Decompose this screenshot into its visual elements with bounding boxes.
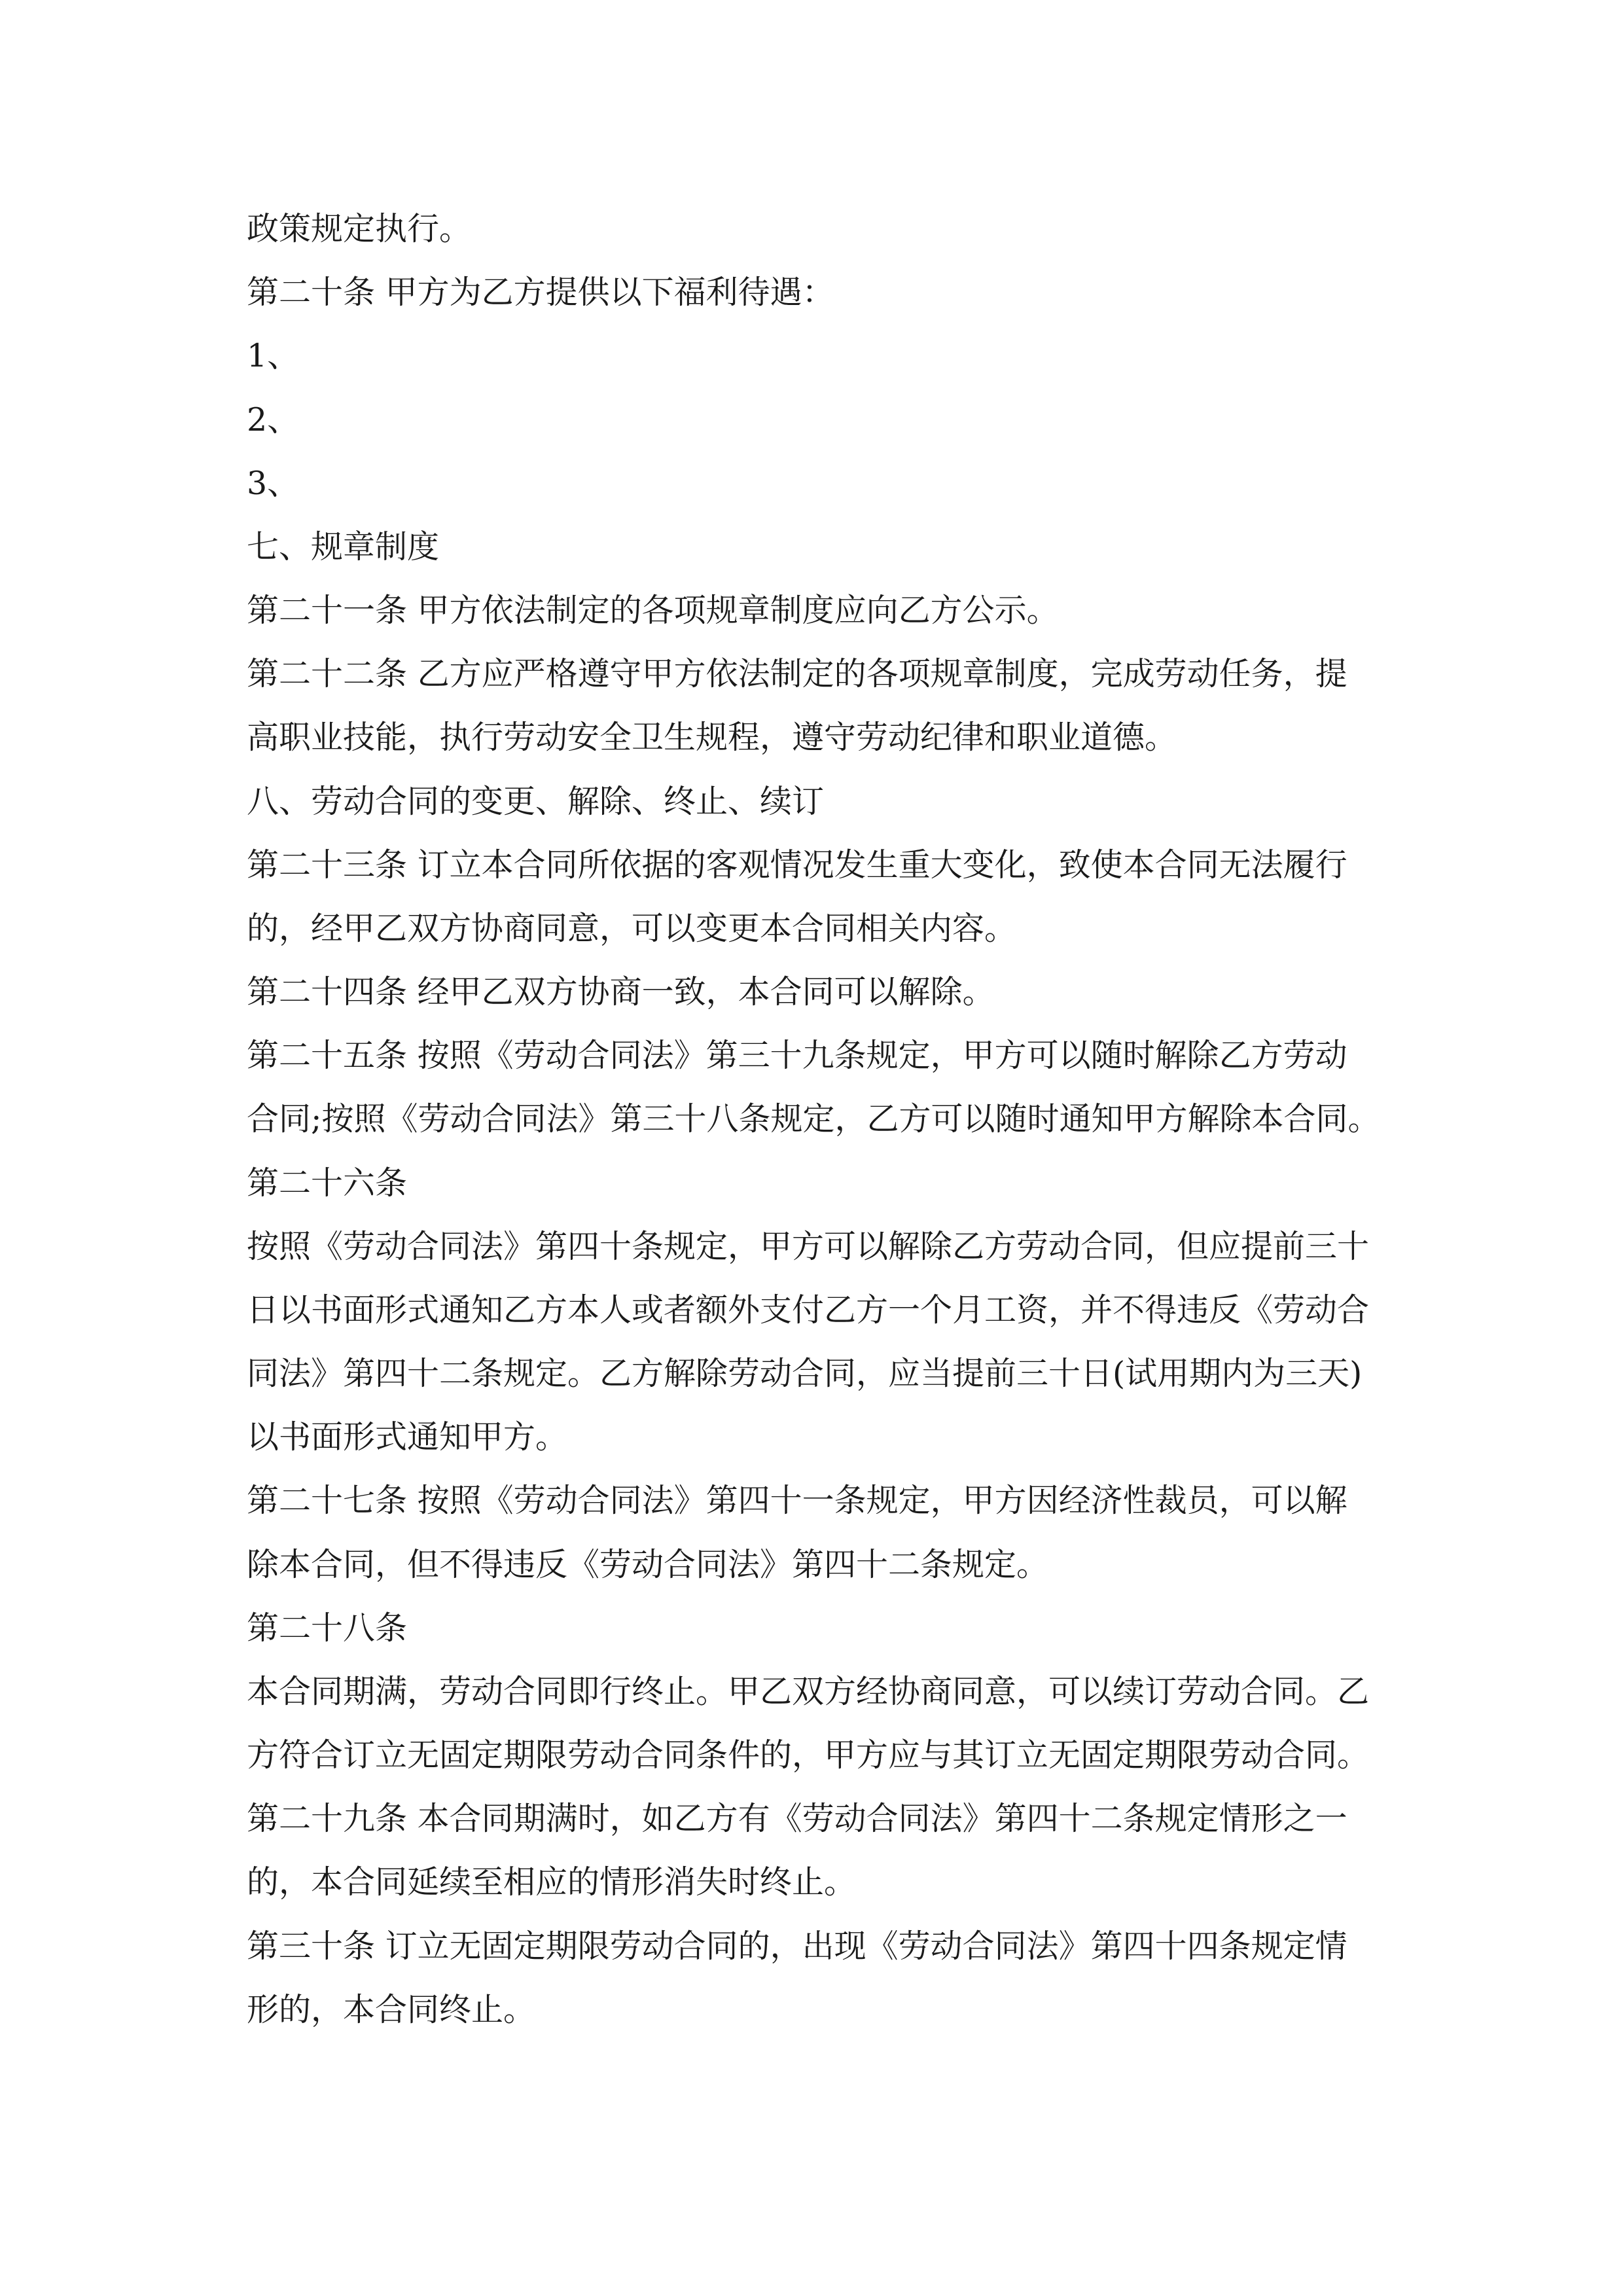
article-26: 第二十六条 bbox=[247, 1164, 408, 1202]
article-30: 第三十条 订立无固定期限劳动合同的，出现《劳动合同法》第四十四条规定情 bbox=[247, 1928, 1347, 1965]
section-heading-7: 七、规章制度 bbox=[247, 528, 440, 565]
article-29: 第二十九条 本合同期满时，如乙方有《劳动合同法》第四十二条规定情形之一 bbox=[247, 1800, 1347, 1837]
section-heading-8: 八、劳动合同的变更、解除、终止、续订 bbox=[247, 783, 825, 820]
article-28: 第二十八条 bbox=[247, 1609, 408, 1647]
list-item-3: 3、 bbox=[247, 465, 300, 502]
text-line: 本合同期满，劳动合同即行终止。甲乙双方经协商同意，可以续订劳动合同。乙 bbox=[247, 1673, 1370, 1710]
list-item-2: 2、 bbox=[247, 401, 300, 439]
text-line: 的，本合同延续至相应的情形消失时终止。 bbox=[247, 1863, 857, 1901]
article-25: 第二十五条 按照《劳动合同法》第三十九条规定，甲方可以随时解除乙方劳动 bbox=[247, 1037, 1347, 1074]
article-23: 第二十三条 订立本合同所依据的客观情况发生重大变化，致使本合同无法履行 bbox=[247, 846, 1347, 884]
text-line: 以书面形式通知甲方。 bbox=[247, 1418, 568, 1456]
article-20: 第二十条 甲方为乙方提供以下福利待遇： bbox=[247, 274, 834, 311]
text-line: 日以书面形式通知乙方本人或者额外支付乙方一个月工资，并不得违反《劳动合 bbox=[247, 1291, 1370, 1329]
text-line: 按照《劳动合同法》第四十条规定，甲方可以解除乙方劳动合同，但应提前三十 bbox=[247, 1228, 1370, 1265]
text-line: 除本合同，但不得违反《劳动合同法》第四十二条规定。 bbox=[247, 1546, 1049, 1583]
article-24: 第二十四条 经甲乙双方协商一致，本合同可以解除。 bbox=[247, 973, 995, 1011]
article-27: 第二十七条 按照《劳动合同法》第四十一条规定，甲方因经济性裁员，可以解 bbox=[247, 1482, 1347, 1519]
text-line: 方符合订立无固定期限劳动合同条件的，甲方应与其订立无固定期限劳动合同。 bbox=[247, 1736, 1370, 1774]
text-line: 形的，本合同终止。 bbox=[247, 1991, 536, 2028]
article-22: 第二十二条 乙方应严格遵守甲方依法制定的各项规章制度，完成劳动任务，提 bbox=[247, 655, 1347, 692]
text-line: 政策规定执行。 bbox=[247, 210, 472, 247]
article-21: 第二十一条 甲方依法制定的各项规章制度应向乙方公示。 bbox=[247, 592, 1059, 629]
text-line: 同法》第四十二条规定。乙方解除劳动合同，应当提前三十日(试用期内为三天) bbox=[247, 1355, 1363, 1392]
text-line: 的，经甲乙双方协商同意，可以变更本合同相关内容。 bbox=[247, 910, 1017, 947]
text-line: 高职业技能，执行劳动安全卫生规程，遵守劳动纪律和职业道德。 bbox=[247, 719, 1177, 756]
text-line: 合同;按照《劳动合同法》第三十八条规定，乙方可以随时通知甲方解除本合同。 bbox=[247, 1100, 1380, 1138]
list-item-1: 1、 bbox=[247, 337, 300, 374]
